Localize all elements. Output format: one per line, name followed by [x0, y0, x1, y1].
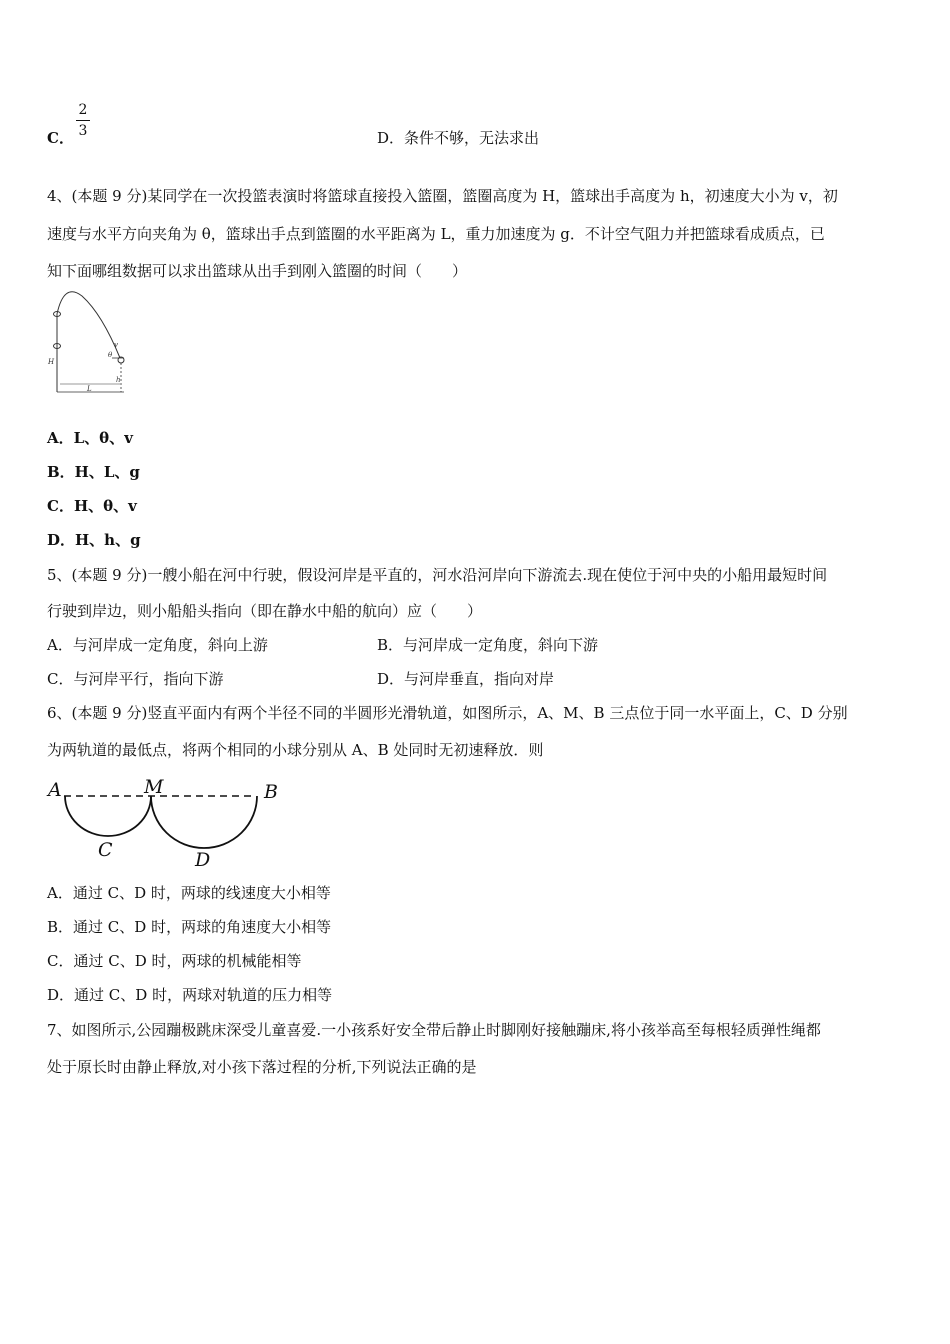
q7-stem-line-1: 7、如图所示,公园蹦极跳床深受儿童喜爱.一小孩系好安全带后静止时脚刚好接触蹦床,将小孩举高至每根轻质弹性绳都: [47, 1021, 821, 1039]
q7-stem-line-2: 处于原长时由静止释放,对小孩下落过程的分析,下列说法正确的是: [47, 1058, 477, 1076]
q6-option-c: C．通过 C、D 时，两球的机械能相等: [47, 952, 302, 970]
q5-stem-line-1: 5、(本题 9 分)一艘小船在河中行驶，假设河岸是平直的，河水沿河岸向下游流去.现在使位于河中央的小船用最短时间: [47, 566, 828, 584]
q6-stem-line-2: 为两轨道的最低点，将两个相同的小球分别从 A、B 处同时无初速释放．则: [47, 741, 544, 759]
basketball-figure: [44, 290, 134, 396]
semicircle-tracks-figure: [44, 776, 289, 874]
fraction-denominator: 3: [78, 123, 88, 139]
label-B: B: [264, 781, 278, 803]
label-C: C: [98, 839, 113, 861]
trajectory-curve: [57, 292, 120, 358]
fraction-numerator: 2: [78, 102, 88, 118]
label-H: H: [48, 358, 55, 366]
q5-option-a: A．与河岸成一定角度，斜向上游: [47, 636, 268, 654]
track-large: [151, 796, 257, 848]
q5-stem-line-2: 行驶到岸边，则小船船头指向（即在静水中船的航向）应（ ）: [47, 602, 483, 620]
label-A: A: [48, 779, 62, 801]
label-L: L: [87, 385, 92, 393]
label-D: D: [195, 849, 211, 871]
fraction-bar: [76, 120, 90, 121]
q5-option-c: C．与河岸平行，指向下游: [47, 670, 224, 688]
q4-option-d: D．H、h、g: [47, 531, 141, 549]
q6-option-d: D．通过 C、D 时，两球对轨道的压力相等: [47, 986, 333, 1004]
label-h: h: [116, 376, 121, 384]
q6-option-b: B．通过 C、D 时，两球的角速度大小相等: [47, 918, 332, 936]
fraction-two-thirds: [76, 102, 90, 139]
q6-option-a: A．通过 C、D 时，两球的线速度大小相等: [47, 884, 331, 902]
option-d: D．条件不够，无法求出: [377, 129, 540, 147]
option-c-label: C．: [47, 129, 74, 147]
q5-option-d: D．与河岸垂直，指向对岸: [377, 670, 555, 688]
label-theta: θ: [108, 351, 113, 359]
label-v: v: [114, 341, 118, 349]
q4-stem-line-1: 4、(本题 9 分)某同学在一次投篮表演时将篮球直接投入篮圈，篮圈高度为 H，篮球出手高度为 h，初速度大小为 v，初: [47, 187, 838, 205]
track-small: [65, 796, 151, 836]
q4-option-c: C．H、θ、v: [47, 497, 137, 515]
q4-stem-line-2: 速度与水平方向夹角为 θ，篮球出手点到篮圈的水平距离为 L，重力加速度为 g．不计空气阻力并把篮球看成质点，已: [47, 225, 825, 243]
q4-option-b: B．H、L、g: [47, 463, 140, 481]
label-M: M: [144, 776, 164, 798]
q6-stem-line-1: 6、(本题 9 分)竖直平面内有两个半径不同的半圆形光滑轨道，如图所示，A、M、B 三点位于同一水平面上，C、D 分别: [47, 704, 848, 722]
q4-option-a: A．L、θ、v: [47, 429, 133, 447]
q4-stem-line-3: 知下面哪组数据可以求出篮球从出手到刚入篮圈的时间（ ）: [47, 262, 468, 280]
q5-option-b: B．与河岸成一定角度，斜向下游: [377, 636, 599, 654]
